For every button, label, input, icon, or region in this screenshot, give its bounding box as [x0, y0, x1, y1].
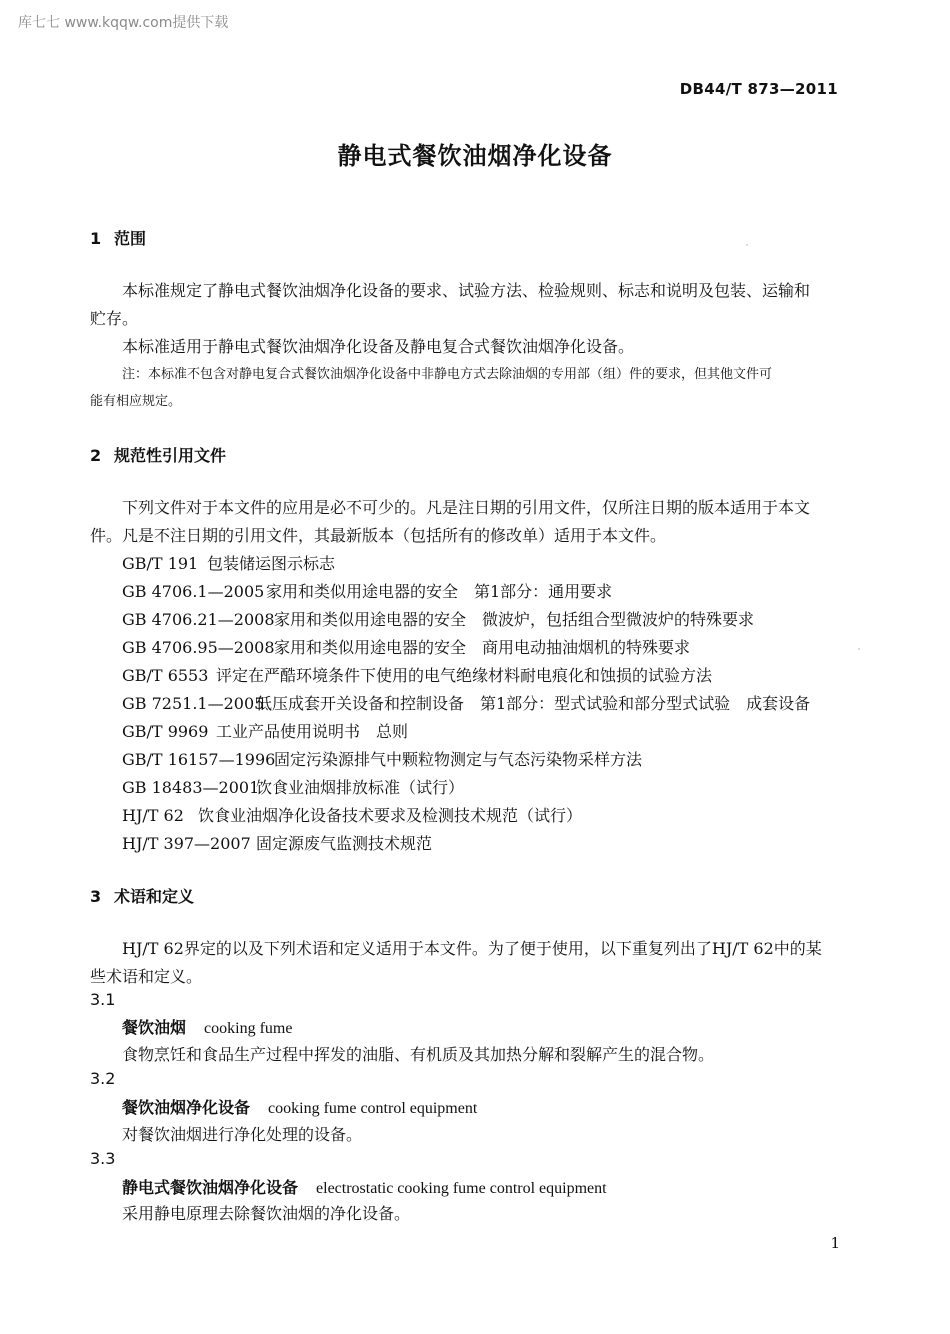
reference-title: 包装储运图示标志	[207, 554, 336, 573]
section-title: 术语和定义	[114, 887, 195, 906]
document-title: 静电式餐饮油烟净化设备	[337, 142, 613, 170]
term-english: cooking fume	[204, 1020, 293, 1037]
reference-code: HJ/T 397—2007	[122, 834, 251, 853]
reference-title: 家用和类似用途电器的安全 微波炉，包括组合型微波炉的特殊要求	[274, 610, 755, 629]
reference-item	[122, 691, 810, 714]
note: 注：本标准不包含对静电复合式餐饮油烟净化设备中非静电方式去除油烟的专用部（组）件的要求，但其他文件可	[122, 367, 773, 382]
paragraph: 贮存。	[90, 309, 139, 328]
section-title: 规范性引用文件	[114, 446, 227, 465]
reference-code: GB/T 6553	[122, 666, 209, 685]
reference-code: GB/T 191	[122, 554, 199, 573]
reference-title: 评定在严酷环境条件下使用的电气绝缘材料耐电痕化和蚀损的试验方法	[216, 666, 713, 685]
reference-item	[122, 607, 754, 630]
clause-number: 3.2	[90, 1069, 116, 1088]
reference-code: GB/T 9969	[122, 722, 209, 741]
watermark: 库七七 www.kqqw.com提供下载	[18, 15, 229, 31]
section-number: 2	[90, 446, 102, 465]
paragraph: 本标准适用于静电式餐饮油烟净化设备及静电复合式餐饮油烟净化设备。	[122, 337, 635, 356]
paragraph: 下列文件对于本文件的应用是必不可少的。凡是注日期的引用文件，仅所注日期的版本适用于本文	[122, 498, 811, 517]
note: 能有相应规定。	[90, 394, 182, 409]
document-code: DB44/T 873—2011	[679, 80, 838, 98]
reference-item	[122, 663, 712, 686]
paragraph: HJ/T 62界定的以及下列术语和定义适用于本文件。为了便于使用，以下重复列出了HJ/T 62中的某	[122, 939, 822, 958]
reference-item	[122, 579, 612, 602]
reference-title: 固定污染源排气中颗粒物测定与气态污染物采样方法	[274, 750, 643, 769]
term-definition: 食物烹饪和食品生产过程中挥发的油脂、有机质及其加热分解和裂解产生的混合物。	[122, 1045, 715, 1064]
term-definition: 采用静电原理去除餐饮油烟的净化设备。	[122, 1204, 411, 1223]
scan-speck	[858, 648, 860, 650]
reference-code: HJ/T 62	[122, 806, 184, 825]
reference-title: 工业产品使用说明书 总则	[216, 722, 409, 741]
clause-number: 3.1	[90, 990, 116, 1009]
term-definition: 对餐饮油烟进行净化处理的设备。	[122, 1125, 363, 1144]
page-number: 1	[830, 1234, 840, 1252]
reference-code: GB 4706.21—2008	[122, 610, 275, 629]
reference-title: 固定源废气监测技术规范	[256, 834, 433, 853]
reference-title: 家用和类似用途电器的安全 商用电动抽油烟机的特殊要求	[274, 638, 691, 657]
term-chinese: 餐饮油烟	[122, 1018, 187, 1037]
reference-code: GB 18483—2001	[122, 778, 260, 797]
reference-item	[122, 747, 642, 770]
clause-number: 3.3	[90, 1149, 116, 1168]
paragraph: 件。凡是不注日期的引用文件，其最新版本（包括所有的修改单）适用于本文件。	[90, 526, 667, 545]
reference-item	[122, 803, 582, 826]
reference-item	[122, 551, 335, 574]
reference-code: GB 4706.1—2005	[122, 582, 265, 601]
reference-title: 饮食业油烟排放标准（试行）	[256, 778, 465, 797]
term-entry	[122, 1095, 477, 1118]
paragraph: 本标准规定了静电式餐饮油烟净化设备的要求、试验方法、检验规则、标志和说明及包装、运输和	[122, 281, 811, 300]
section-number: 1	[90, 229, 102, 248]
reference-code: GB 4706.95—2008	[122, 638, 275, 657]
term-english: electrostatic cooking fume control equipment	[316, 1180, 607, 1197]
scan-speck	[746, 244, 748, 246]
term-entry	[122, 1175, 607, 1198]
section-number: 3	[90, 887, 102, 906]
reference-code: GB 7251.1—2005	[122, 694, 265, 713]
reference-item	[122, 719, 408, 742]
reference-item	[122, 775, 464, 798]
reference-title: 饮食业油烟净化设备技术要求及检测技术规范（试行）	[198, 806, 583, 825]
section-title: 范围	[114, 229, 147, 248]
reference-title: 低压成套开关设备和控制设备 第1部分：型式试验和部分型式试验 成套设备	[256, 694, 811, 713]
paragraph: 些术语和定义。	[90, 967, 203, 986]
term-chinese: 餐饮油烟净化设备	[122, 1098, 251, 1117]
term-entry	[122, 1015, 292, 1038]
reference-item	[122, 831, 432, 854]
reference-code: GB/T 16157—1996	[122, 750, 276, 769]
term-chinese: 静电式餐饮油烟净化设备	[122, 1178, 299, 1197]
section-3-heading	[90, 884, 194, 907]
section-2-heading	[90, 443, 226, 466]
reference-title: 家用和类似用途电器的安全 第1部分：通用要求	[266, 582, 613, 601]
section-1-heading	[90, 226, 146, 249]
term-english: cooking fume control equipment	[268, 1100, 478, 1117]
reference-item	[122, 635, 690, 658]
